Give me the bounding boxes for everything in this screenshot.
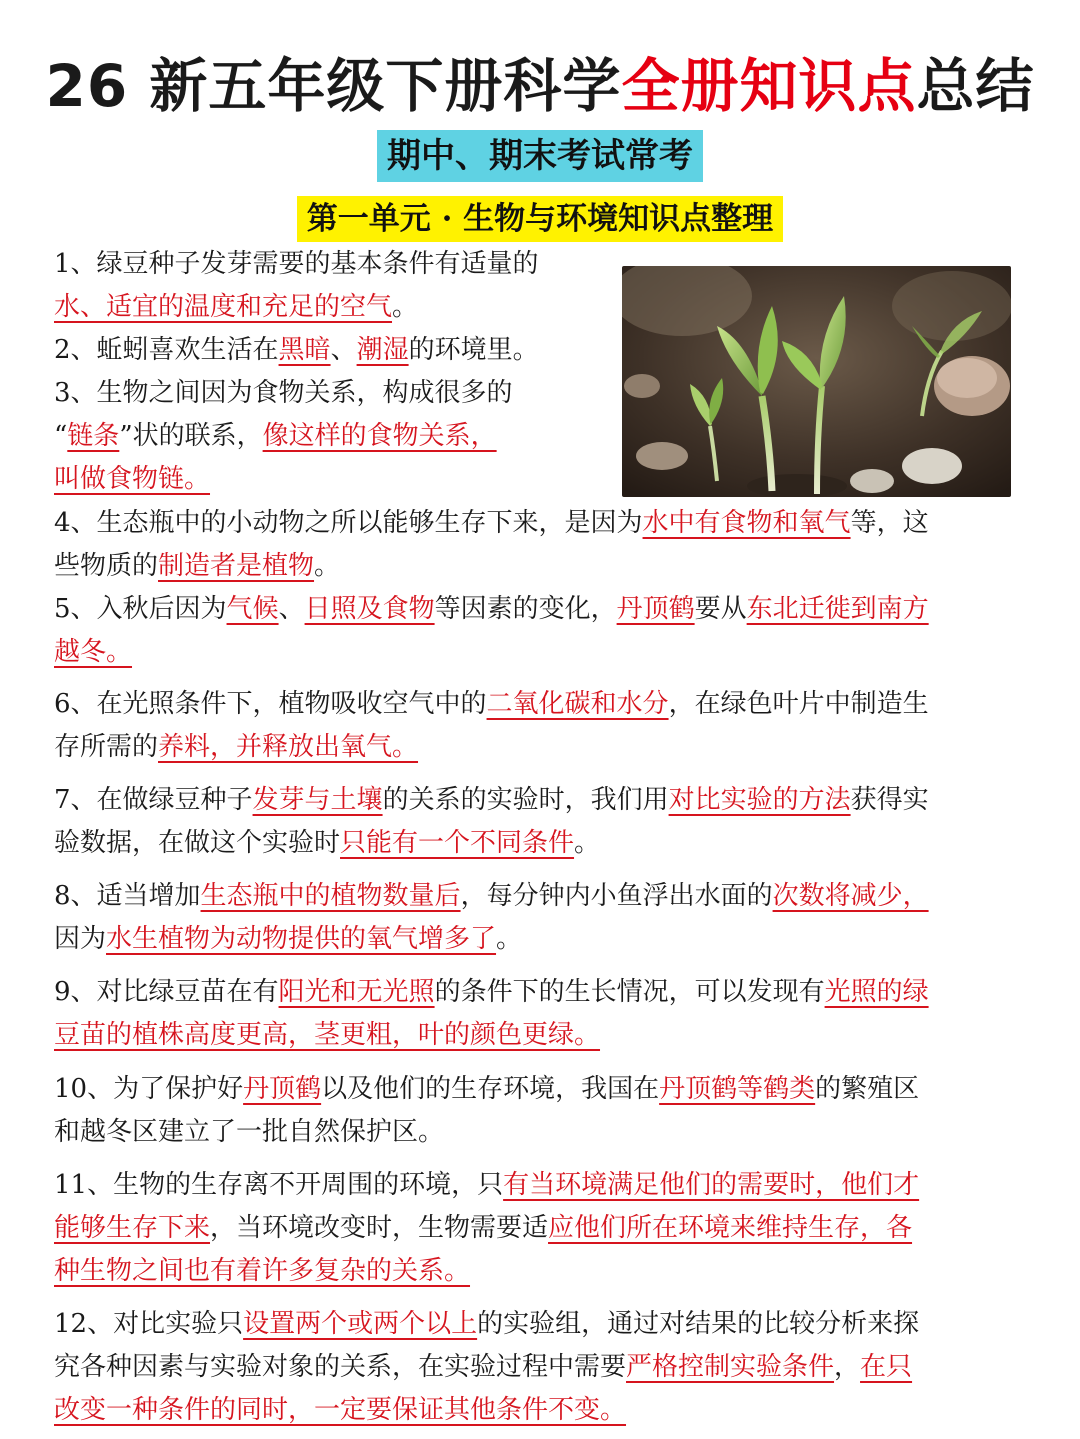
key-phrase: 能够生存下来	[54, 1213, 211, 1243]
key-phrase: 丹顶鹤	[616, 594, 695, 624]
key-phrase: 二氧化碳和水分	[486, 689, 669, 719]
item-text: 的条件下的生长情况，可以发现有	[434, 977, 825, 1007]
key-phrase: 气候	[226, 594, 279, 624]
key-phrase: 水生植物为动物提供的氧气增多了	[106, 924, 497, 954]
key-phrase: 对比实验的方法	[668, 785, 851, 815]
item-text: 。	[314, 551, 341, 581]
key-phrase: 像这样的食物关系，	[262, 421, 497, 451]
item-text: 、	[330, 335, 357, 365]
item-text: 8、适当增加	[54, 881, 201, 911]
knowledge-item-2	[54, 329, 539, 372]
key-phrase: 发芽与土壤	[252, 785, 383, 815]
key-phrase: 水、适宜的温度和充足的空气	[54, 292, 393, 322]
key-phrase: 水中有食物和氧气	[642, 508, 851, 538]
key-phrase: 黑暗	[278, 335, 331, 365]
key-phrase: 有当环境满足他们的需要时，他们才	[503, 1170, 920, 1200]
item-text: 5、入秋后因为	[54, 594, 227, 624]
knowledge-item-8	[54, 875, 929, 961]
knowledge-item-12	[54, 1303, 919, 1432]
key-phrase: 链条	[67, 421, 120, 451]
key-phrase: 日照及食物	[304, 594, 435, 624]
item-text: 和越冬区建立了一批自然保护区。	[54, 1117, 445, 1147]
item-text: 、	[278, 594, 305, 624]
item-text: 12、对比实验只	[54, 1309, 244, 1339]
item-text: 7、在做绿豆种子	[54, 785, 253, 815]
key-phrase: 叫做食物链。	[54, 464, 211, 494]
item-text: ”状的联系，	[119, 421, 263, 451]
seedling-photo-icon	[622, 266, 1011, 497]
title-highlight: 全册知识点	[621, 52, 917, 120]
item-text: 的环境里。	[408, 335, 539, 365]
item-text: 4、生态瓶中的小动物之所以能够生存下来，是因为	[54, 508, 643, 538]
item-text: 些物质的	[54, 551, 159, 581]
key-phrase: 只能有一个不同条件	[340, 828, 575, 858]
item-text: 验数据，在做这个实验时	[54, 828, 341, 858]
key-phrase: 东北迁徙到南方	[746, 594, 929, 624]
knowledge-item-1	[54, 243, 539, 329]
key-phrase: 光照的绿	[824, 977, 929, 1007]
item-text: 3、生物之间因为食物关系，构成很多的	[54, 378, 513, 408]
knowledge-item-9	[54, 971, 929, 1057]
key-phrase: 制造者是植物	[158, 551, 315, 581]
key-phrase: 改变一种条件的同时，一定要保证其他条件不变。	[54, 1395, 627, 1425]
unit-badge-row	[0, 196, 1080, 242]
knowledge-item-3	[54, 372, 513, 501]
item-text: 要从	[694, 594, 747, 624]
item-text: 等因素的变化，	[434, 594, 617, 624]
item-text: ，当环境改变时，生物需要适	[210, 1213, 549, 1243]
key-phrase: 种生物之间也有着许多复杂的关系。	[54, 1256, 471, 1286]
item-text: 。	[574, 828, 601, 858]
item-text: 存所需的	[54, 732, 159, 762]
item-text: 。	[496, 924, 523, 954]
key-phrase: 阳光和无光照	[278, 977, 435, 1007]
item-text: 。	[392, 292, 419, 322]
key-phrase: 严格控制实验条件	[626, 1352, 835, 1382]
knowledge-item-6	[54, 683, 929, 769]
knowledge-item-11	[54, 1164, 919, 1293]
key-phrase: 丹顶鹤	[243, 1074, 322, 1104]
item-text: “	[54, 421, 68, 451]
title-suffix: 总结	[916, 52, 1035, 120]
item-text: ，	[834, 1352, 861, 1382]
key-phrase: 丹顶鹤等鹤类	[659, 1074, 816, 1104]
key-phrase: 在只	[860, 1352, 913, 1382]
item-text: 1、绿豆种子发芽需要的基本条件有适量的	[54, 249, 539, 279]
knowledge-item-10	[54, 1068, 919, 1154]
exam-badge: 期中、期末考试常考	[377, 130, 703, 182]
exam-badge-row	[0, 130, 1080, 182]
unit-badge: 第一单元 · 生物与环境知识点整理	[297, 196, 783, 242]
item-text: ，在绿色叶片中制造生	[668, 689, 929, 719]
item-text: 9、对比绿豆苗在有	[54, 977, 279, 1007]
key-phrase: 设置两个或两个以上	[243, 1309, 478, 1339]
knowledge-item-7	[54, 779, 929, 865]
item-text: 11、生物的生存离不开周围的环境，只	[54, 1170, 504, 1200]
item-text: 究各种因素与实验对象的关系，在实验过程中需要	[54, 1352, 627, 1382]
key-phrase: 越冬。	[54, 637, 133, 667]
key-phrase: 养料，并释放出氧气。	[158, 732, 419, 762]
title-prefix: 26 新五年级下册科学	[45, 52, 622, 120]
item-text: 获得实	[850, 785, 929, 815]
item-text: ，每分钟内小鱼浮出水面的	[460, 881, 773, 911]
item-text: 的实验组，通过对结果的比较分析来探	[477, 1309, 920, 1339]
item-text: 因为	[54, 924, 107, 954]
key-phrase: 潮湿	[356, 335, 409, 365]
item-text: 的关系的实验时，我们用	[382, 785, 669, 815]
item-text: 2、蚯蚓喜欢生活在	[54, 335, 279, 365]
item-text: 6、在光照条件下，植物吸收空气中的	[54, 689, 487, 719]
item-text: 等，这	[850, 508, 929, 538]
page-title	[0, 48, 1080, 124]
item-text: 10、为了保护好	[54, 1074, 244, 1104]
item-text: 的繁殖区	[815, 1074, 920, 1104]
key-phrase: 豆苗的植株高度更高，茎更粗，叶的颜色更绿。	[54, 1020, 601, 1050]
key-phrase: 次数将减少，	[772, 881, 929, 911]
knowledge-item-5	[54, 588, 929, 674]
item-text: 以及他们的生存环境，我国在	[321, 1074, 660, 1104]
key-phrase: 应他们所在环境来维持生存，各	[548, 1213, 913, 1243]
key-phrase: 生态瓶中的植物数量后	[200, 881, 461, 911]
knowledge-item-4	[54, 502, 929, 588]
seedling-photo	[622, 266, 1011, 497]
